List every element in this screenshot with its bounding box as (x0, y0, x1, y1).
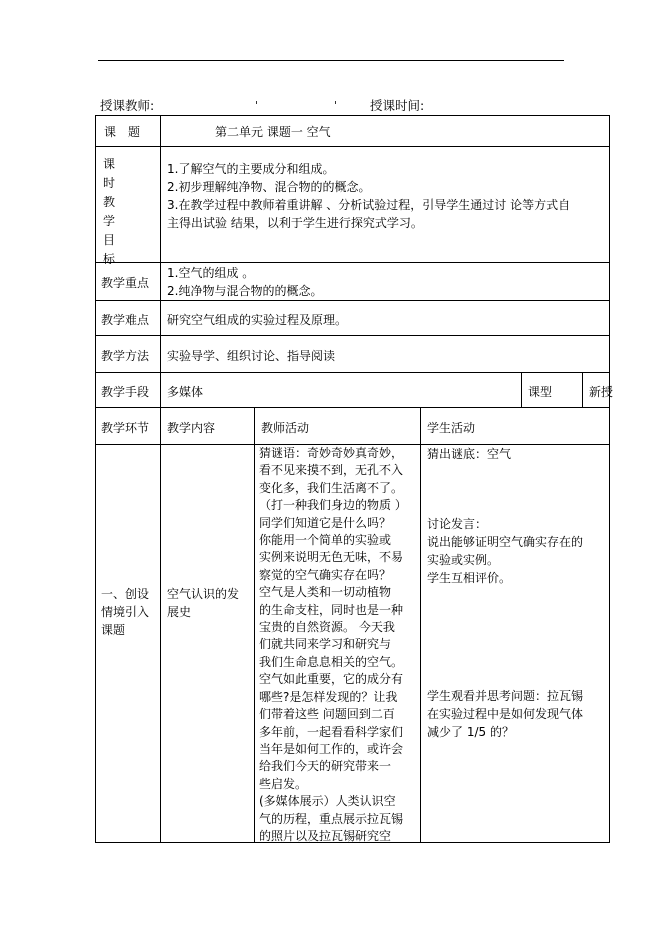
label-char: 标 (102, 252, 115, 266)
teacher-line: 们就共同来学习和研究与 (259, 637, 392, 652)
objectives-list (167, 160, 570, 232)
student-line: 在实验过程中是如何发现气体 (427, 707, 584, 721)
objective-item: 2.初步理解纯净物、混合物的的概念。 (167, 180, 371, 194)
label-char: 目 (102, 233, 115, 247)
key-point-item: 1.空气的组成 。 (167, 266, 255, 280)
content-line: 空气认识的发 (167, 587, 240, 601)
topic-row (95, 115, 610, 146)
label-char: 时 (102, 176, 115, 190)
teacher-line: 猜谜语：奇妙奇妙真奇妙， (259, 446, 404, 460)
teacher-line: 变化多，我们生活离不了。 (259, 480, 404, 495)
teacher-line: 多年前，一起看看科学家们 (259, 724, 404, 739)
col-student: 学生活动 (427, 421, 476, 435)
teacher-line: 宝贵的自然资源。 今天我 (259, 620, 395, 635)
teacher-line: 当年是如何工作的，或许会 (259, 741, 404, 756)
topic-value: 第二单元 课题一 空气 (215, 125, 331, 139)
label-char: 课 (102, 157, 115, 171)
key-points-label: 教学重点 (101, 276, 150, 290)
objective-item: 主得出试验 结果，以利于学生进行探究式学习。 (167, 216, 423, 230)
time-label: 授课时间: (370, 98, 425, 113)
label-char: 学 (102, 214, 115, 228)
column-header-row (95, 407, 610, 444)
objectives-cell (160, 147, 609, 262)
stage-row (95, 444, 610, 842)
key-points-row (95, 262, 610, 300)
content-cell (160, 445, 254, 842)
col-stage: 教学环节 (101, 421, 150, 435)
col-teacher-cell (254, 408, 420, 444)
teacher-line: 看不见来摸不到，无孔不入 (259, 463, 404, 478)
teacher-line: （打一种我们身边的物质 ） (259, 498, 407, 513)
teacher-line: 些启发。 (259, 776, 308, 791)
teacher-line: 的生命支柱，同时也是一种 (259, 602, 404, 617)
objective-item: 1.了解空气的主要成分和组成。 (167, 162, 335, 176)
teacher-line: 同学们知道它是什么吗？ (259, 515, 392, 530)
student-riddle: 猜出谜底：空气 (427, 447, 512, 461)
col-teacher: 教师活动 (261, 421, 310, 435)
content-text (167, 585, 239, 621)
key-point-item: 2.纯净物与混合物的的概念。 (167, 284, 323, 298)
teacher-line: (多媒体展示）人类认识空 (259, 794, 396, 809)
teacher-line: 们带着这些 问题回到二百 (259, 707, 395, 722)
method-cell (160, 336, 609, 372)
student-activity-cell (420, 445, 609, 842)
col-student-cell (420, 408, 609, 444)
teacher-activity-text (259, 445, 419, 845)
blank-mark (256, 101, 257, 104)
teacher-activity-cell (254, 445, 420, 842)
difficulty-cell (160, 301, 609, 335)
method-row (95, 335, 610, 372)
type-label: 课型 (528, 385, 553, 399)
teacher-line: 察觉的空气确实存在吗？ (259, 567, 392, 582)
student-line: 学生互相评价。 (427, 571, 512, 585)
teacher-line: 气的历程，重点展示拉瓦锡 (259, 811, 404, 826)
teacher-line: 实例来说明无色无味，不易 (259, 550, 404, 565)
key-points-cell (160, 263, 609, 300)
student-observe (427, 687, 583, 741)
objectives-label (102, 155, 116, 269)
col-content: 教学内容 (167, 421, 216, 435)
topic-label: 课 题 (104, 125, 141, 139)
student-line: 学生观看并思考问题：拉瓦锡 (427, 689, 584, 703)
teacher-line: 的照片以及拉瓦锡研究空 (259, 828, 392, 843)
type-value: 新授 (589, 385, 614, 399)
difficulty-value: 研究空气组成的实验过程及原理。 (167, 313, 348, 327)
label-char: 教 (102, 195, 115, 209)
header-rule (98, 60, 564, 61)
type-value-cell (582, 373, 614, 407)
teacher-line: 给我们今天的研究带来一 (259, 759, 392, 774)
method-label: 教学方法 (101, 349, 150, 363)
student-line: 讨论发言： (427, 517, 488, 531)
teacher-label: 授课教师: (100, 98, 155, 113)
student-line: 实验或实例。 (427, 553, 500, 567)
student-discuss (427, 515, 583, 587)
student-line: 减少了 1/5 的？ (427, 725, 514, 739)
stage-line: 课题 (101, 623, 126, 637)
teacher-line: 空气是人类和一切动植物 (259, 585, 392, 600)
table-bottom-border (95, 842, 610, 843)
content-line: 展史 (167, 605, 192, 619)
stage-line: 情境引入 (101, 605, 150, 619)
type-label-cell (521, 373, 582, 407)
stage-cell-text (101, 585, 149, 639)
teacher-line: 我们生命息息相关的空气。 (259, 654, 404, 669)
means-label: 教学手段 (101, 385, 150, 399)
means-row (95, 372, 614, 407)
key-points-list (167, 264, 322, 300)
objectives-row (95, 146, 610, 266)
difficulty-label: 教学难点 (101, 313, 150, 327)
col-content-cell (160, 408, 254, 444)
teacher-line: 哪些?是怎样发现的？让我 (259, 689, 398, 704)
student-line: 说出能够证明空气确实存在的 (427, 535, 584, 549)
teacher-line: 空气如此重要，它的成分有 (259, 672, 404, 687)
means-cell (160, 373, 521, 407)
objective-item: 3.在教学过程中教师着重讲解 、分析试验过程，引导学生通过讨 论等方式自 (167, 198, 571, 212)
method-value: 实验导学、组织讨论、指导阅读 (167, 349, 336, 363)
stage-line: 一、创设 (101, 587, 150, 601)
blank-mark (335, 101, 336, 104)
topic-value-cell (160, 116, 609, 146)
means-value: 多媒体 (167, 385, 204, 399)
difficulty-row (95, 300, 610, 335)
teacher-line: 你能用一个简单的实验或 (259, 533, 392, 548)
